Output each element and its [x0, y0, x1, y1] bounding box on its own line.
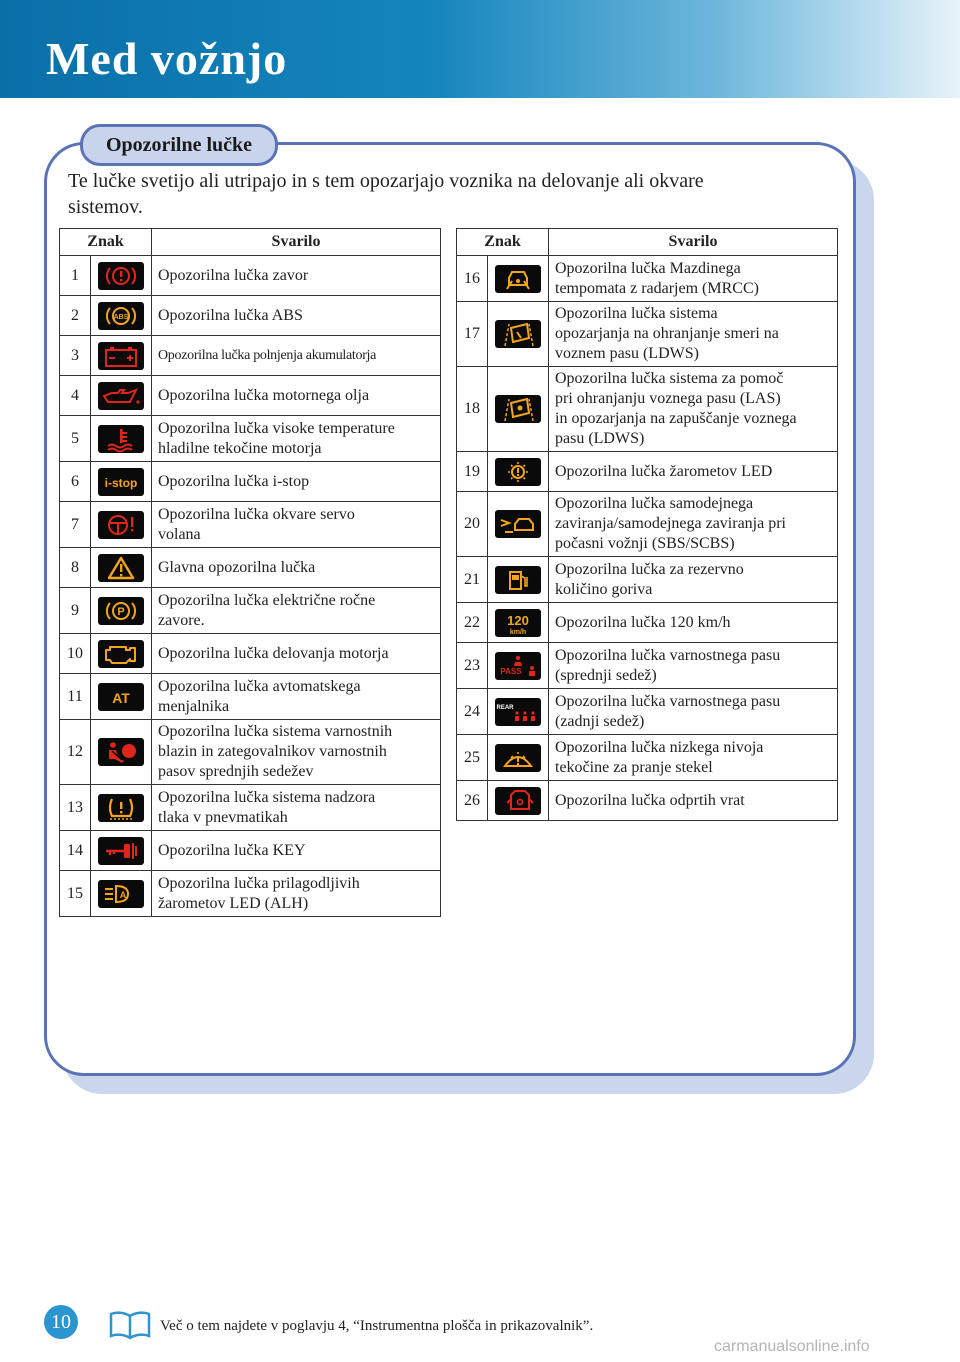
description-line: tekočine za pranje stekel [555, 758, 713, 776]
description-line: pasu (LDWS) [555, 430, 645, 447]
description-line: Opozorilna lučka žarometov LED [555, 462, 773, 480]
row-number: 7 [60, 502, 91, 548]
intro-text: Te lučke svetijo ali utripajo in s tem opozarjajo voznika na delovanje ali okvare sistemov. [68, 170, 704, 218]
table-header-row [457, 229, 838, 256]
master-warning-icon [98, 554, 144, 582]
description-line: Opozorilna lučka odprtih vrat [555, 791, 745, 809]
svg-text:AT: AT [112, 689, 130, 706]
svg-text:REAR: REAR [496, 704, 514, 711]
light-description [549, 689, 838, 735]
sign-cell [488, 643, 549, 689]
description-line: Opozorilna lučka prilagodljivih [158, 874, 360, 892]
description-line: količino goriva [555, 580, 653, 598]
power-steering-icon [98, 511, 144, 539]
key-icon [98, 837, 144, 865]
sign-cell [91, 871, 152, 917]
table-row [457, 781, 838, 821]
coolant-temperature-icon [98, 425, 144, 453]
table-row [60, 831, 441, 871]
row-number: 6 [60, 462, 91, 502]
row-number: 18 [457, 367, 488, 452]
sign-cell [488, 735, 549, 781]
description-line: volana [158, 525, 201, 543]
light-description [549, 492, 838, 557]
description-line: menjalnika [158, 697, 230, 715]
description-line: Opozorilna lučka 120 km/h [555, 613, 731, 631]
tire-pressure-icon [98, 794, 144, 822]
row-number: 16 [457, 256, 488, 302]
table-row [457, 367, 838, 452]
description-line: Opozorilna lučka zavor [158, 266, 309, 284]
table-row [60, 256, 441, 296]
description-line: Opozorilna lučka polnjenja akumulatorja [158, 347, 377, 363]
description-line: Opozorilna lučka sistema za pomoč [555, 370, 784, 387]
table-row [457, 492, 838, 557]
description-line: Glavna opozorilna lučka [158, 558, 316, 576]
row-number: 4 [60, 376, 91, 416]
description-line: tempomata z radarjem (MRCC) [555, 279, 759, 297]
oil-pressure-icon [98, 382, 144, 410]
svg-text:120: 120 [507, 612, 529, 628]
description-line: Opozorilna lučka delovanja motorja [158, 644, 389, 662]
footer-note: Več o tem najdete v poglavju 4, “Instrumentna plošča in prikazovalnik”. [160, 1318, 594, 1334]
sign-cell [488, 302, 549, 367]
description-line: Opozorilna lučka ABS [158, 306, 303, 324]
washer-fluid-icon [495, 744, 541, 772]
row-number: 9 [60, 588, 91, 634]
sign-cell [488, 492, 549, 557]
table-row [60, 548, 441, 588]
book-icon [108, 1310, 152, 1345]
sign-cell [91, 588, 152, 634]
table-row [457, 603, 838, 643]
row-number: 3 [60, 336, 91, 376]
row-number: 11 [60, 674, 91, 720]
table-row [60, 502, 441, 548]
low-fuel-icon [495, 566, 541, 594]
table-header-row [60, 229, 441, 256]
description-line: (sprednji sedež) [555, 666, 657, 684]
row-number: 23 [457, 643, 488, 689]
brake-warning-icon [98, 262, 144, 290]
table-row [60, 871, 441, 917]
lane-keep-assist-icon [495, 395, 541, 423]
description-line: Opozorilna lučka avtomatskega [158, 677, 361, 695]
light-description [152, 588, 441, 634]
svg-text:km/h: km/h [509, 628, 527, 636]
light-description [549, 256, 838, 302]
light-description [549, 735, 838, 781]
description-line: blazin in zategovalnikov varnostnih [158, 743, 387, 760]
description-line: opozarjanja na ohranjanje smeri na [555, 325, 779, 342]
light-description [152, 462, 441, 502]
light-description [152, 548, 441, 588]
description-line: hladilne tekočine motorja [158, 439, 322, 457]
table-row [457, 302, 838, 367]
description-line: in opozarjanja na zapuščanje voznega [555, 410, 797, 427]
table-row [60, 462, 441, 502]
svg-text:A: A [119, 889, 127, 900]
row-number: 22 [457, 603, 488, 643]
warning-lights-table-right [456, 228, 838, 821]
sign-cell [488, 367, 549, 452]
front-seat-belt-icon [495, 652, 541, 680]
svg-text:PASS: PASS [500, 666, 522, 676]
table-row [457, 557, 838, 603]
light-description [152, 416, 441, 462]
svg-text:ABS: ABS [113, 313, 129, 321]
sign-cell [488, 452, 549, 492]
light-description [152, 502, 441, 548]
row-number: 17 [457, 302, 488, 367]
column-header-sign: Znak [60, 229, 152, 256]
page-title: Med vožnjo [46, 33, 288, 84]
description-line: Opozorilna lučka varnostnega pasu [555, 692, 781, 710]
lane-departure-icon [495, 320, 541, 348]
sign-cell [91, 462, 152, 502]
light-description [549, 781, 838, 821]
sign-cell [91, 336, 152, 376]
column-header-light: Svarilo [152, 229, 441, 256]
i-stop-icon [98, 468, 144, 496]
light-description [549, 452, 838, 492]
table-row [457, 735, 838, 781]
check-engine-icon [98, 640, 144, 668]
page-header [0, 0, 960, 98]
warning-lights-table-left [59, 228, 441, 917]
abs-warning-icon [98, 302, 144, 330]
row-number: 10 [60, 634, 91, 674]
sign-cell [91, 296, 152, 336]
row-number: 21 [457, 557, 488, 603]
svg-text:i-stop: i-stop [104, 475, 138, 490]
page-number: 10 [44, 1305, 78, 1339]
description-line: zavore. [158, 611, 205, 629]
table-row [60, 416, 441, 462]
light-description [152, 785, 441, 831]
description-line: Opozorilna lučka visoke temperature [158, 419, 395, 437]
light-description [549, 557, 838, 603]
table-row [457, 256, 838, 302]
light-description [152, 831, 441, 871]
row-number: 15 [60, 871, 91, 917]
column-header-light: Svarilo [549, 229, 838, 256]
table-row [457, 643, 838, 689]
svg-text:P: P [117, 605, 125, 618]
description-line: Opozorilna lučka sistema [555, 305, 718, 322]
sign-cell [91, 416, 152, 462]
sign-cell [488, 603, 549, 643]
description-line: žarometov LED (ALH) [158, 894, 309, 912]
row-number: 19 [457, 452, 488, 492]
description-line: Opozorilna lučka sistema nadzora [158, 788, 376, 806]
description-line: Opozorilna lučka nizkega nivoja [555, 738, 764, 756]
description-line: (zadnji sedež) [555, 712, 645, 730]
column-header-sign: Znak [457, 229, 549, 256]
row-number: 1 [60, 256, 91, 296]
section-title: Opozorilne lučke [80, 124, 278, 166]
table-row [60, 588, 441, 634]
row-number: 8 [60, 548, 91, 588]
row-number: 25 [457, 735, 488, 781]
description-line: počasni vožnji (SBS/SCBS) [555, 535, 735, 552]
light-description [152, 256, 441, 296]
description-line: zaviranja/samodejnega zaviranja pri [555, 515, 786, 532]
row-number: 12 [60, 720, 91, 785]
watermark: carmanualsonline.info [714, 1338, 870, 1355]
light-description [549, 302, 838, 367]
table-row [60, 674, 441, 720]
adaptive-led-headlight-icon [98, 880, 144, 908]
description-line: Opozorilna lučka za rezervno [555, 560, 744, 578]
electric-parking-brake-icon [98, 597, 144, 625]
row-number: 20 [457, 492, 488, 557]
table-row [457, 689, 838, 735]
table-row [60, 296, 441, 336]
description-line: pri ohranjanju voznega pasu (LAS) [555, 390, 781, 407]
description-line: Opozorilna lučka okvare servo [158, 505, 355, 523]
description-line: Opozorilna lučka i-stop [158, 472, 310, 490]
table-row [60, 785, 441, 831]
row-number: 24 [457, 689, 488, 735]
automatic-transmission-icon [98, 683, 144, 711]
light-description [152, 336, 441, 376]
description-line: Opozorilna lučka električne ročne [158, 591, 376, 609]
table-row [60, 720, 441, 785]
description-line: pasov sprednjih sedežev [158, 763, 314, 780]
battery-charging-icon [98, 342, 144, 370]
light-description [152, 376, 441, 416]
light-description [152, 296, 441, 336]
light-description [152, 871, 441, 917]
description-line: Opozorilna lučka Mazdinega [555, 259, 741, 277]
led-headlight-icon [495, 458, 541, 486]
table-row [60, 336, 441, 376]
light-description [549, 643, 838, 689]
light-description [152, 674, 441, 720]
sign-cell [91, 831, 152, 871]
description-line: Opozorilna lučka sistema varnostnih [158, 723, 393, 740]
sign-cell [488, 689, 549, 735]
row-number: 2 [60, 296, 91, 336]
sign-cell [91, 634, 152, 674]
table-row [60, 634, 441, 674]
sign-cell [91, 720, 152, 785]
light-description [549, 367, 838, 452]
sign-cell [91, 256, 152, 296]
sign-cell [91, 785, 152, 831]
description-line: voznem pasu (LDWS) [555, 345, 699, 362]
row-number: 26 [457, 781, 488, 821]
sign-cell [91, 502, 152, 548]
description-line: Opozorilna lučka varnostnega pasu [555, 646, 781, 664]
table-row [457, 452, 838, 492]
light-description [152, 634, 441, 674]
light-description [152, 720, 441, 785]
light-description [549, 603, 838, 643]
row-number: 14 [60, 831, 91, 871]
sign-cell [91, 376, 152, 416]
description-line: Opozorilna lučka KEY [158, 841, 306, 859]
speed-120-icon [495, 609, 541, 637]
sign-cell [91, 674, 152, 720]
sign-cell [488, 256, 549, 302]
description-line: tlaka v pnevmatikah [158, 808, 288, 826]
radar-cruise-control-icon [495, 265, 541, 293]
sign-cell [488, 557, 549, 603]
description-line: Opozorilna lučka samodejnega [555, 495, 754, 512]
sign-cell [488, 781, 549, 821]
sign-cell [91, 548, 152, 588]
airbag-icon [98, 738, 144, 766]
description-line: Opozorilna lučka motornega olja [158, 386, 370, 404]
row-number: 5 [60, 416, 91, 462]
row-number: 13 [60, 785, 91, 831]
smart-brake-support-icon [495, 510, 541, 538]
rear-seat-belt-icon [495, 698, 541, 726]
table-row [60, 376, 441, 416]
door-ajar-icon [495, 787, 541, 815]
